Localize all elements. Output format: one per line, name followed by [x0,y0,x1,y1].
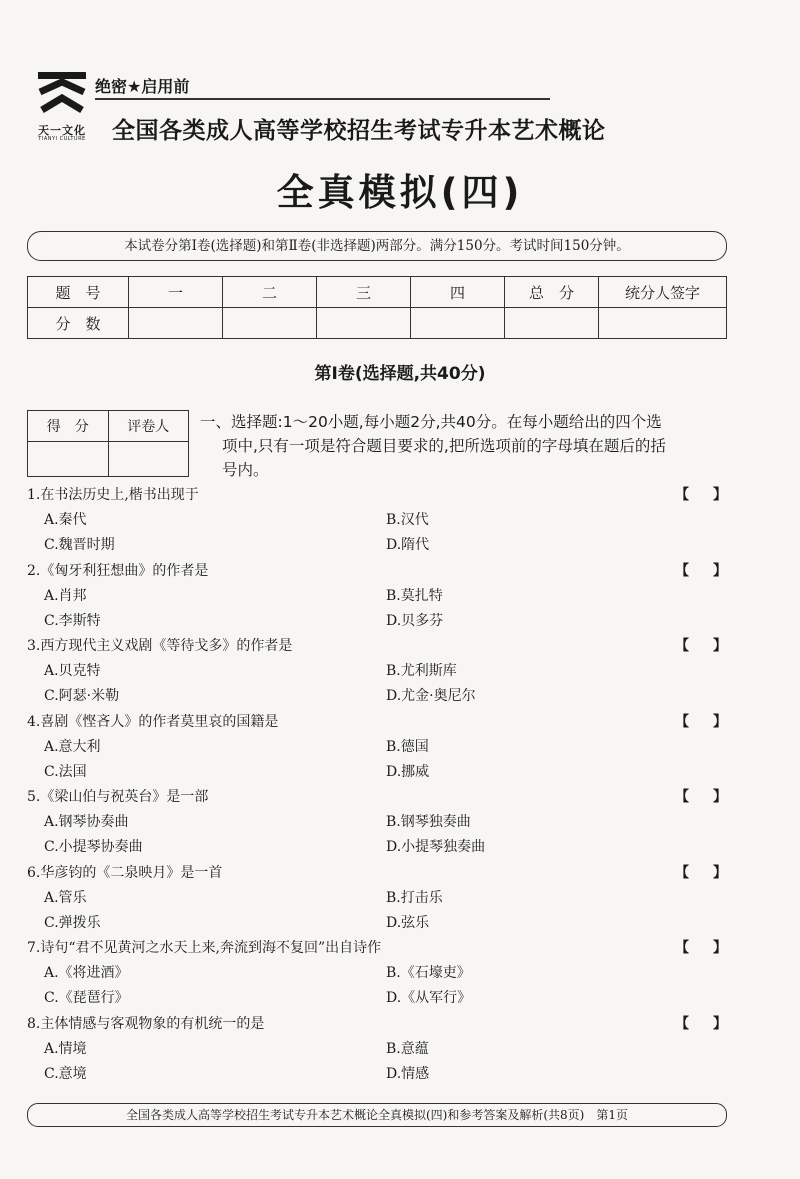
question-text: 1.在书法历史上,楷书出现于 [27,487,199,503]
option-d: D.小提琴独奏曲 [386,839,486,855]
option-row [27,986,727,1011]
bracket-open: 【 [675,713,689,730]
score-table [27,276,727,339]
score-col-3: 三 [317,277,411,308]
question-text: 3.西方现代主义戏剧《等待戈多》的作者是 [27,638,293,654]
question-stem [27,861,727,886]
score-table-header-row [28,277,727,308]
bracket-close: 】 [713,1015,727,1032]
bracket-close: 】 [713,487,727,503]
bracket-close: 】 [713,638,727,654]
question-item [27,785,727,860]
option-b: B.德国 [386,738,429,755]
option-c: C.阿瑟·米勒 [44,688,120,704]
score-cell[interactable] [129,308,223,339]
option-row [27,760,727,785]
bracket-close: 】 [713,789,727,805]
bracket-close: 】 [713,940,727,956]
option-c: C.法国 [44,763,87,780]
score-col-4: 四 [411,277,505,308]
option-row [27,609,727,634]
option-c: C.弹拨乐 [44,914,101,931]
answer-bracket[interactable] [675,785,727,810]
option-row [27,684,727,709]
option-d: D.情感 [386,1065,430,1082]
score-col-total: 总 分 [505,277,599,308]
option-b: B.打击乐 [386,889,443,906]
score-cell[interactable] [317,308,411,339]
option-b: B.汉代 [386,512,429,528]
option-a: A.意大利 [44,738,101,755]
option-row [27,735,727,760]
option-a: A.肖邦 [44,587,87,604]
option-b: B.莫扎特 [386,587,443,604]
question-text: 7.诗句“君不见黄河之水天上来,奔流到海不复回”出自诗作 [27,940,382,956]
score-col-1: 一 [129,277,223,308]
bracket-open: 【 [675,864,689,881]
option-d: D.尤金·奥尼尔 [386,688,476,704]
option-a: A.钢琴协奏曲 [44,814,129,830]
option-a: A.管乐 [44,889,87,906]
question-item [27,710,727,785]
answer-bracket[interactable] [675,634,727,659]
grader-score-label: 得 分 [28,411,109,442]
option-row [27,1037,727,1062]
bracket-open: 【 [675,562,689,579]
option-d: D.《从军行》 [386,990,472,1006]
option-b: B.钢琴独奏曲 [386,814,471,830]
paper-title: 全真模拟(四) [276,171,524,214]
page-footer: 全国各类成人高等学校招生考试专升本艺术概论全真模拟(四)和参考答案及解析(共8页) 第1页 [27,1103,727,1127]
question-stem [27,710,727,735]
header-rule [95,98,550,100]
bracket-open: 【 [675,1015,689,1032]
instructions-line: 号内。 [222,461,269,479]
score-cell[interactable] [223,308,317,339]
question-stem [27,483,727,508]
option-a: A.《将进酒》 [44,965,129,981]
score-col-2: 二 [223,277,317,308]
question-text: 4.喜剧《悭吝人》的作者莫里哀的国籍是 [27,713,279,730]
question-item [27,483,727,558]
exam-title: 全国各类成人高等学校招生考试专升本艺术概论 [112,118,606,144]
question-text: 6.华彦钧的《二泉映月》是一首 [27,864,223,881]
score-cell[interactable] [505,308,599,339]
option-c: C.意境 [44,1065,87,1082]
option-b: B.意蕴 [386,1040,429,1057]
option-row [27,835,727,860]
option-row [27,508,727,533]
question-item [27,559,727,634]
logo-name: 天一文化 [38,124,86,137]
score-cell[interactable] [411,308,505,339]
question-item [27,861,727,936]
answer-bracket[interactable] [675,483,727,508]
option-a: A.秦代 [44,512,87,528]
option-c: C.小提琴协奏曲 [44,839,143,855]
option-row [27,533,727,558]
option-a: A.情境 [44,1040,87,1057]
score-row-label: 分 数 [28,308,129,339]
option-d: D.隋代 [386,537,430,553]
grader-box [27,410,189,477]
option-row [27,886,727,911]
logo-subtitle: TIANYI CULTURE [38,136,86,142]
option-b: B.《石壕吏》 [386,965,471,981]
answer-bracket[interactable] [675,1012,727,1037]
question-stem [27,559,727,584]
exam-info: 本试卷分第Ⅰ卷(选择题)和第Ⅱ卷(非选择题)两部分。满分150分。考试时间150分钟。 [27,231,727,261]
option-b: B.尤利斯库 [386,663,457,679]
option-d: D.弦乐 [386,914,430,931]
bracket-open: 【 [675,789,689,805]
score-cell[interactable] [599,308,727,339]
option-row [27,961,727,986]
option-d: D.贝多芬 [386,612,444,629]
option-row [27,810,727,835]
grader-score-cell[interactable] [28,442,109,477]
publisher-logo [36,70,88,128]
grader-reviewer-cell[interactable] [108,442,189,477]
score-col-label: 题 号 [28,277,129,308]
option-c: C.李斯特 [44,612,101,629]
bracket-close: 】 [713,713,727,730]
option-c: C.《琵琶行》 [44,990,129,1006]
question-stem [27,936,727,961]
option-row [27,1062,727,1087]
question-item [27,634,727,709]
question-text: 5.《梁山伯与祝英台》是一部 [27,789,209,805]
instructions-line: 一、选择题:1～20小题,每小题2分,共40分。在每小题给出的四个选 [200,413,662,431]
answer-bracket[interactable] [675,861,727,886]
score-table-value-row [28,308,727,339]
question-stem [27,634,727,659]
option-c: C.魏晋时期 [44,537,115,553]
grader-reviewer-label: 评卷人 [108,411,189,442]
option-d: D.挪威 [386,763,430,780]
bracket-open: 【 [675,638,689,654]
instructions [200,410,730,482]
question-stem [27,1012,727,1037]
question-stem [27,785,727,810]
question-item [27,1012,727,1087]
option-row [27,911,727,936]
confidential-label: 绝密★启用前 [95,77,190,96]
answer-bracket[interactable] [675,936,727,961]
bracket-close: 】 [713,864,727,881]
option-a: A.贝克特 [44,663,101,679]
option-row [27,659,727,684]
option-row [27,584,727,609]
question-text: 8.主体情感与客观物象的有机统一的是 [27,1015,265,1032]
score-col-signature: 统分人签字 [599,277,727,308]
answer-bracket[interactable] [675,710,727,735]
question-text: 2.《匈牙利狂想曲》的作者是 [27,562,209,579]
section-heading: 第Ⅰ卷(选择题,共40分) [314,364,486,384]
question-item [27,936,727,1011]
instructions-line: 项中,只有一项是符合题目要求的,把所选项前的字母填在题后的括 [222,437,666,455]
bracket-open: 【 [675,940,689,956]
answer-bracket[interactable] [675,559,727,584]
bracket-open: 【 [675,487,689,503]
bracket-close: 】 [713,562,727,579]
